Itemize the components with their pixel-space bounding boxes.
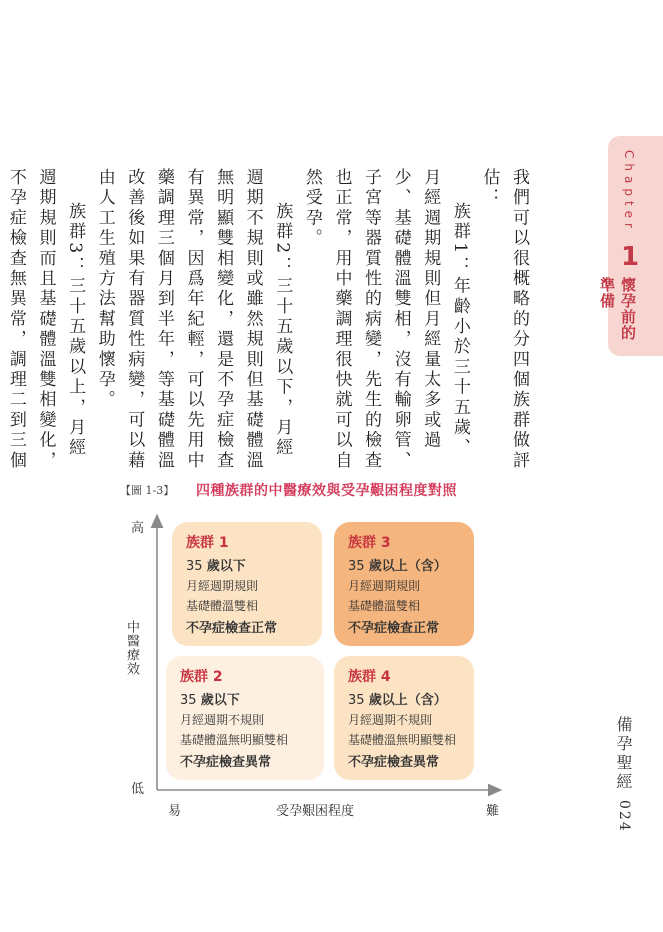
figure-label: 【圖 1-3】 (120, 484, 175, 497)
group-bbt: 基礎體溫無明顯雙相 (348, 733, 457, 747)
group-age: 35 歲以下 (180, 693, 240, 708)
group-age: 35 歲以下 (186, 559, 246, 574)
group-conclusion: 不孕症檢查正常 (186, 621, 278, 636)
group-name: 族群 2 (180, 669, 223, 685)
body-paragraph: 族群2：三十五歲以下，月經週期不規則或雖然規則但基礎體溫無明顯雙相變化，還是不孕症檢查有異常，因爲年紀輕，可以先用中藥調理三個月到半年，等基礎體溫改善後如果有器質性病變，可以藉由人工生殖方法幫助懷孕。 (94, 168, 293, 471)
group-cycle: 月經週期不規則 (180, 713, 265, 727)
group-age: 35 歲以上（含） (348, 693, 447, 708)
group-cycle: 月經週期規則 (348, 579, 421, 593)
group-1-box (172, 522, 322, 646)
chapter-title: 懷孕前的準備 (598, 277, 637, 341)
group-conclusion: 不孕症檢查異常 (348, 755, 440, 770)
group-age: 35 歲以上（含） (348, 559, 447, 574)
y-axis-title: 中醫療效 (124, 620, 139, 676)
group-3-box (334, 522, 474, 646)
group-bbt: 基礎體溫雙相 (348, 599, 421, 613)
y-low-label: 低 (131, 782, 145, 797)
page-number: 024 (616, 800, 632, 833)
body-paragraph: 族群1：年齡小於三十五歲、月經週期規則但月經量太多或過少、基礎體溫雙相，沒有輸卵管、子宮等器質性的病變，先生的檢查也正常，用中藥調理很快就可以自然受孕。 (301, 168, 470, 471)
body-paragraph: 族群3：三十五歲以上，月經週期規則而且基礎體溫雙相變化，不孕症檢查無異常，調理二到三個 (5, 168, 86, 471)
group-bbt: 基礎體溫無明顯雙相 (180, 733, 289, 747)
group-4-box (334, 656, 474, 780)
group-name: 族群 1 (186, 535, 229, 551)
group-bbt: 基礎體溫雙相 (186, 599, 259, 613)
x-axis-title: 受孕艱困程度 (276, 804, 355, 819)
book-title: 備孕聖經 (614, 716, 633, 792)
chapter-number: 1 (620, 242, 640, 272)
group-2-box (166, 656, 324, 780)
chapter-word: Chapter (622, 150, 636, 233)
group-conclusion: 不孕症檢查正常 (348, 621, 440, 636)
y-high-label: 高 (131, 521, 145, 536)
body-paragraph: 我們可以很概略的分四個族群做評估： (479, 168, 529, 471)
group-name: 族群 4 (348, 669, 391, 685)
group-cycle: 月經週期規則 (186, 579, 259, 593)
group-name: 族群 3 (348, 535, 391, 551)
figure-title: 四種族群的中醫療效與受孕艱困程度對照 (196, 483, 457, 499)
x-easy-label: 易 (168, 804, 182, 819)
x-hard-label: 難 (486, 804, 500, 819)
group-conclusion: 不孕症檢查異常 (180, 755, 272, 770)
group-cycle: 月經週期不規則 (348, 713, 433, 727)
